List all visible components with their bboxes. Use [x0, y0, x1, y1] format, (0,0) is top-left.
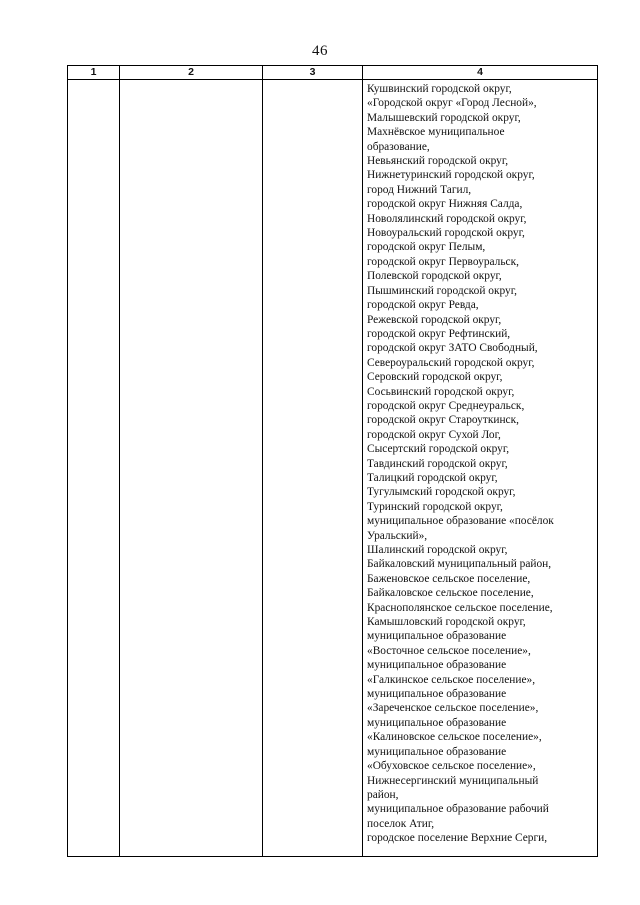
cell-column-1 — [68, 80, 120, 857]
list-item: городской округ Сухой Лог, — [367, 428, 501, 441]
list-item: муниципальное образование рабочий — [367, 803, 549, 816]
list-item: «Зареченское сельское поселение», — [367, 702, 539, 715]
list-item: муниципальное образование — [367, 745, 507, 758]
table-row — [68, 80, 598, 857]
list-item: городской округ Нижняя Салда, — [367, 198, 523, 211]
list-item: Североуральский городской округ, — [367, 356, 535, 369]
list-item: «Обуховское сельское поселение», — [367, 760, 536, 773]
list-item: Нижнесергинский муниципальный — [367, 774, 539, 787]
list-item: городской округ Староуткинск, — [367, 414, 519, 427]
list-item: муниципальное образование — [367, 659, 507, 672]
list-item: Невьянский городской округ, — [367, 155, 509, 168]
list-item: образование, — [367, 140, 430, 153]
list-item: городской округ Ревда, — [367, 299, 479, 312]
list-item: «Калиновское сельское поселение», — [367, 731, 542, 744]
column-header-3: 3 — [263, 66, 363, 80]
list-item: Сысертский городской округ, — [367, 443, 510, 456]
list-item: Туринский городской округ, — [367, 500, 503, 513]
list-item: Режевской городской округ, — [367, 313, 502, 326]
list-item: город Нижний Тагил, — [367, 183, 472, 196]
list-item: Новоуральский городской округ, — [367, 227, 525, 240]
list-item: район, — [367, 788, 399, 801]
list-item: Пышминский городской округ, — [367, 284, 517, 297]
list-item: Кушвинский городской округ, — [367, 83, 512, 95]
list-item: Краснополянское сельское поселение, — [367, 601, 553, 614]
list-item: Байкаловское сельское поселение, — [367, 587, 534, 600]
list-item: городской округ Первоуральск, — [367, 255, 519, 268]
list-item: городской округ ЗАТО Свободный, — [367, 342, 538, 355]
list-item: Талицкий городской округ, — [367, 471, 498, 484]
document-table — [67, 65, 598, 857]
list-item: Махнёвское муниципальное — [367, 126, 505, 139]
list-item: Уральский», — [367, 529, 428, 542]
list-item: поселок Атиг, — [367, 817, 435, 830]
list-item: городской округ Пелым, — [367, 241, 486, 254]
list-item: Байкаловский муниципальный район, — [367, 558, 552, 571]
list-item: городской округ Среднеуральск, — [367, 399, 525, 412]
column-header-1: 1 — [68, 66, 120, 80]
list-item: Полевской городской округ, — [367, 270, 502, 283]
table-header-row — [68, 66, 598, 80]
list-item: Баженовское сельское поселение, — [367, 572, 531, 585]
page-number: 46 — [312, 43, 328, 59]
cell-column-2 — [120, 80, 263, 857]
column-header-4: 4 — [363, 66, 598, 80]
list-item: Нижнетуринский городской округ, — [367, 169, 535, 182]
list-item: муниципальное образование — [367, 688, 507, 701]
list-item: Новолялинский городской округ, — [367, 212, 527, 225]
list-item: Шалинский городской округ, — [367, 544, 508, 556]
list-item: Камышловский городской округ, — [367, 616, 526, 629]
list-item: Сосьвинский городской округ, — [367, 385, 515, 398]
cell-column-3 — [263, 80, 363, 857]
list-item: городское поселение Верхние Серги, — [367, 832, 548, 845]
list-item: Тавдинский городской округ, — [367, 457, 508, 470]
list-item: муниципальное образование — [367, 630, 507, 643]
list-item: городской округ Рефтинский, — [367, 327, 511, 340]
list-item: «Галкинское сельское поселение», — [367, 673, 536, 686]
list-item: муниципальное образование «посёлок — [367, 515, 554, 528]
list-item: «Восточное сельское поселение», — [367, 644, 531, 657]
cell-column-4 — [363, 80, 598, 857]
list-item: Тугулымский городской округ, — [367, 486, 516, 499]
list-item: «Городской округ «Город Лесной», — [367, 97, 537, 110]
list-item: муниципальное образование — [367, 716, 507, 729]
list-item: Малышевский городской округ, — [367, 111, 521, 124]
column-header-2: 2 — [120, 66, 263, 80]
list-item: Серовский городской округ, — [367, 371, 503, 384]
